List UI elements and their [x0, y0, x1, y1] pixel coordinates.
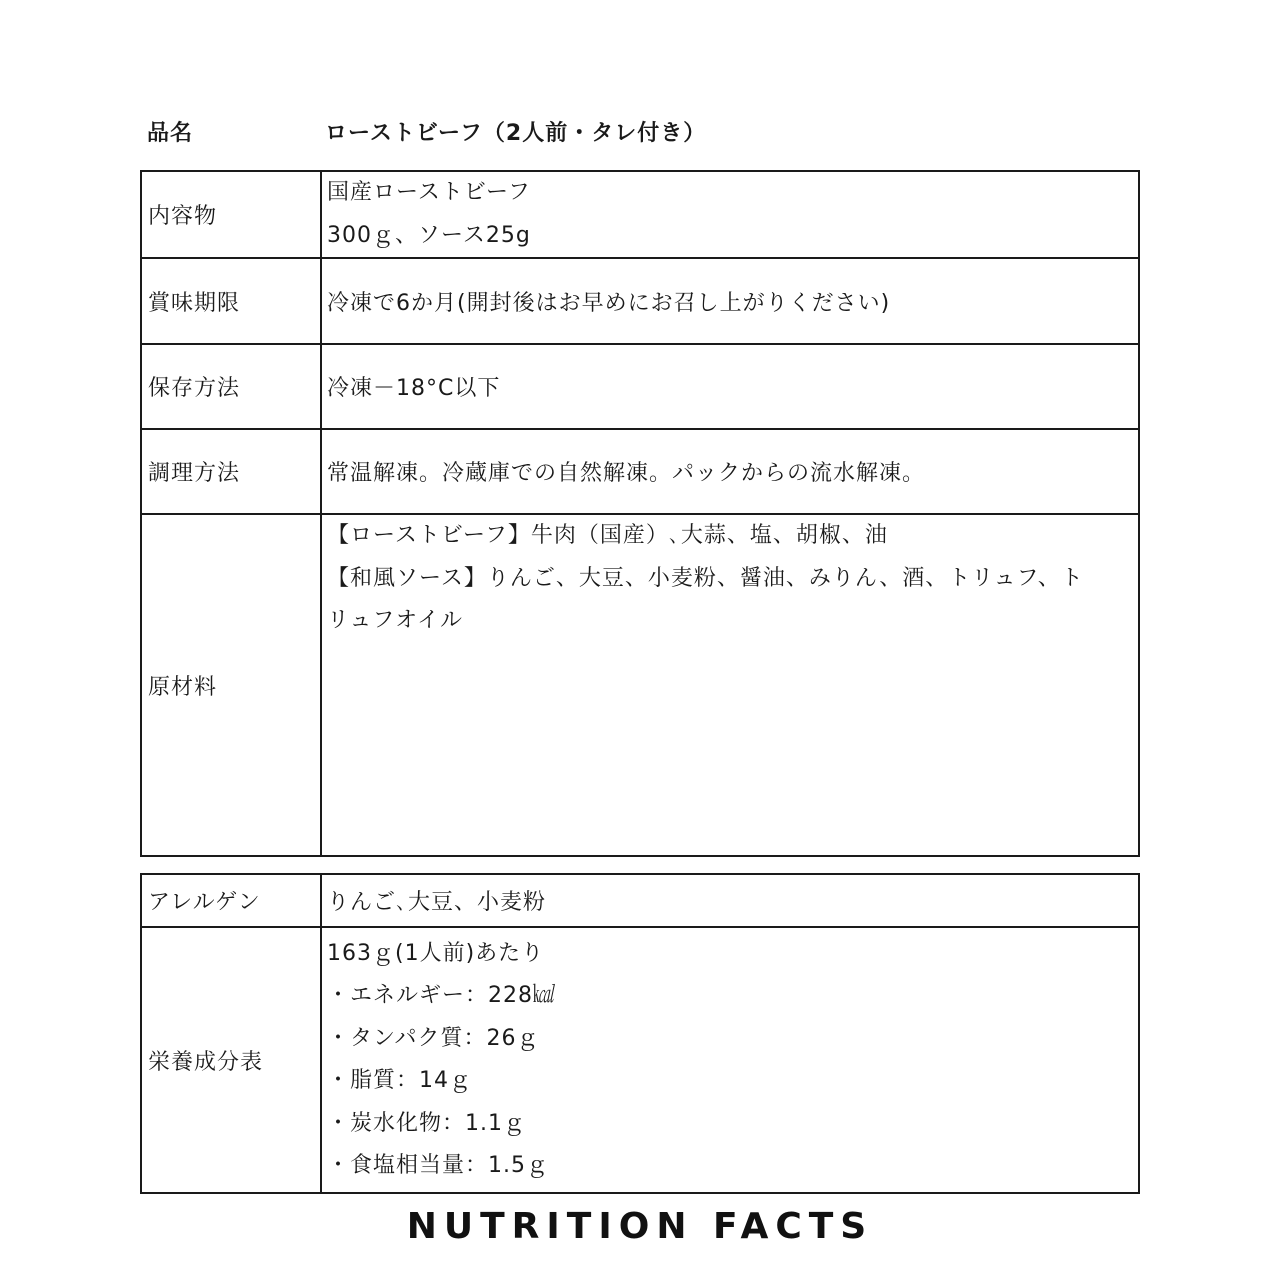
ingredients-line: 【和風ソース】りんご、大豆、小麦粉、醤油、みりん、酒、トリュフ、ト	[327, 565, 1084, 591]
nutrition-line: ・炭水化物：1.1ｇ	[327, 1110, 526, 1136]
best-before-label: 賞味期限	[141, 258, 321, 344]
storage-label: 保存方法	[141, 344, 321, 429]
preparation-row	[141, 429, 1139, 514]
preparation-value: 常温解凍。冷蔵庫での自然解凍。パックからの流水解凍。	[321, 429, 1139, 514]
allergens-row	[141, 874, 1139, 927]
ingredients-line: 【ローストビーフ】牛肉（国産）､大蒜、塩、胡椒、油	[327, 523, 888, 548]
ingredients-row	[141, 514, 1139, 856]
preparation-label: 調理方法	[141, 429, 321, 514]
nutrition-line: ・エネルギー：228㎉	[327, 983, 556, 1008]
nutrition-line: ・脂質：14ｇ	[327, 1068, 472, 1093]
product-info-table	[140, 170, 1140, 857]
contents-value	[321, 171, 1139, 258]
contents-line: 300ｇ、ソース25g	[327, 222, 531, 248]
nutrition-row	[141, 927, 1139, 1193]
storage-row	[141, 344, 1139, 429]
contents-row	[141, 171, 1139, 258]
allergen-nutrition-table	[140, 873, 1140, 1194]
product-name-row	[147, 112, 1137, 148]
best-before-row	[141, 258, 1139, 344]
product-name-label: 品名	[147, 121, 194, 146]
best-before-value: 冷凍で6か月(開封後はお早めにお召し上がりください)	[321, 258, 1139, 344]
nutrition-label: 栄養成分表	[141, 927, 321, 1193]
nutrition-value	[321, 927, 1139, 1193]
ingredients-value	[321, 514, 1139, 856]
nutrition-facts-title: NUTRITION FACTS	[406, 1206, 874, 1247]
nutrition-line: 163ｇ(1人前)あたり	[327, 940, 545, 966]
contents-label: 内容物	[141, 171, 321, 258]
nutrition-line: ・食塩相当量：1.5ｇ	[327, 1153, 549, 1178]
ingredients-label: 原材料	[141, 514, 321, 856]
allergens-label: アレルゲン	[141, 874, 321, 927]
product-name-value: ローストビーフ（2人前・タレ付き）	[325, 121, 707, 146]
allergens-value: りんご､大豆、小麦粉	[321, 874, 1139, 927]
storage-value: 冷凍－18°C以下	[321, 344, 1139, 429]
nutrition-line: ・タンパク質：26ｇ	[327, 1025, 540, 1051]
contents-line: 国産ローストビーフ	[327, 180, 531, 205]
ingredients-line: リュフオイル	[327, 608, 464, 633]
